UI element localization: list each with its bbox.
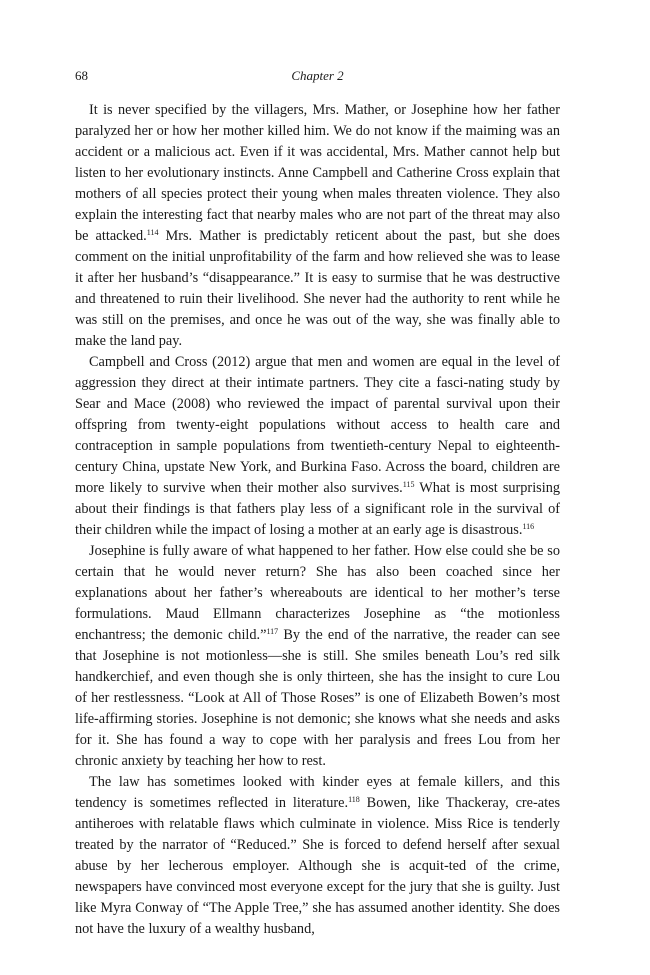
paragraph	[75, 100, 560, 352]
text-run: What is most surprising about their findings is that fathers play less of a significant role in the survival of their children while the impact of losing a mother at an early age is disastrous.	[75, 480, 561, 538]
footnote-marker: 114	[146, 228, 159, 237]
running-head	[75, 68, 560, 90]
footnote-marker: 115	[402, 480, 415, 489]
chapter-title: Chapter 2	[291, 68, 344, 83]
book-page	[75, 68, 560, 940]
body-text	[75, 100, 560, 940]
text-run: Josephine is fully aware of what happened to her father. How else could she be so certain that he would never return? She has also been coached since her explanations about her father’s whereabouts are identical to her mother’s terse formulations. Maud Ellmann characterizes Josephine as “the motionless enchantress; the demonic child.”	[75, 543, 560, 643]
paragraph	[75, 772, 560, 940]
text-run: It is never specified by the villagers, Mrs. Mather, or Josephine how her father paralyzed her or how her mother killed him. We do not know if the maiming was an accident or a malicious act. Even if it was accidental, Mrs. Mather cannot help but listen to her evolutionary instincts. Anne Campbell and Catherine Cross explain that mothers of all species protect their young when males threaten violence. They also explain the interesting fact that nearby males who are not part of the threat may also be attacked.	[75, 102, 560, 244]
text-run: Campbell and Cross (2012) argue that men and women are equal in the level of aggression they direct at their intimate partners. They cite a fasci-nating study by Sear and Mace (2008) who reviewed the impact of parental survival upon their offspring from twenty-eight populations without access to health care and contraception in sample populations from twentieth-century Nepal to eighteenth-century China, upstate New York, and Burkina Faso. Across the board, children are more likely to survive when their mother also survives.	[75, 354, 560, 496]
text-run: Mrs. Mather is predictably reticent about the past, but she does comment on the initial unprofitability of the farm and how relieved she was to lease it after her husband’s “disappearance.” It is easy to surmise that he was destructive and threatened to ruin their livelihood. She never had the authority to rent while he was still on the premises, and once he was out of the way, she was finally able to make the land pay.	[75, 228, 560, 349]
text-run: Bowen, like Thackeray, cre-ates antiheroes with relatable flaws which culminate in violence. Miss Rice is tenderly treated by the narrator of “Reduced.” She is forced to defend herself after sexual abuse by her lecherous employer. Although she is acquit-ted of the crime, newspapers have convinced most everyone except for the jury that she is guilty. Just like Myra Conway of “The Apple Tree,” she has assumed another identity. She does not have the luxury of a wealthy husband,	[75, 795, 561, 937]
paragraph	[75, 541, 560, 772]
paragraph	[75, 352, 560, 541]
footnote-marker: 118	[348, 795, 360, 804]
page-number: 68	[75, 68, 88, 83]
text-run: By the end of the narrative, the reader can see that Josephine is not motionless—she is still. She smiles beneath Lou’s red silk handkerchief, and even though she is only thirteen, she has the insight to cure Lou of her restlessness. “Look at All of Those Roses” is one of Elizabeth Bowen’s most life-affirming stories. Josephine is not demonic; she knows what she needs and asks for it. She has found a way to cope with her paralysis and frees Lou from her chronic anxiety by teaching her how to rest.	[75, 627, 560, 769]
footnote-marker: 116	[522, 522, 535, 531]
footnote-marker: 117	[266, 627, 279, 636]
text-run: The law has sometimes looked with kinder eyes at female killers, and this tendency is sometimes reflected in literature.	[75, 774, 560, 811]
